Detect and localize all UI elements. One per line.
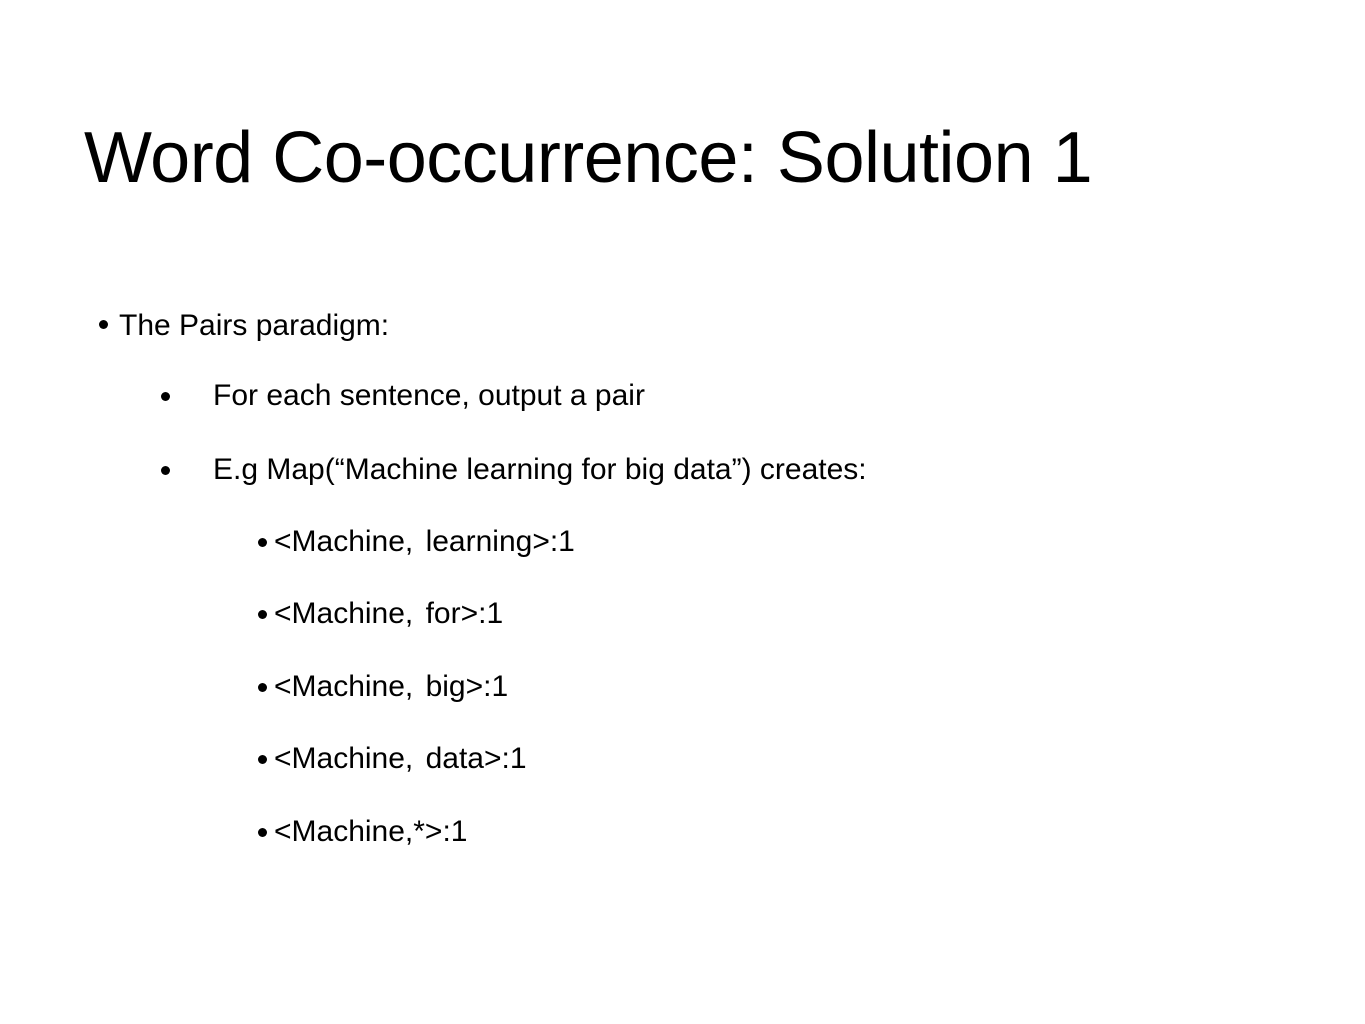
bullet-text: The Pairs paradigm:	[119, 309, 390, 342]
bullet-dot-icon	[258, 755, 267, 764]
bullet-pair-for	[258, 596, 858, 632]
bullet-pair-big	[258, 669, 858, 705]
bullet-text: <Machine, data>:1	[274, 742, 527, 775]
slide-title: Word Co-occurrence: Solution 1	[84, 118, 1093, 198]
bullet-pairs-paradigm	[99, 308, 699, 344]
bullet-text: <Machine,*>:1	[274, 815, 468, 848]
bullet-dot-icon	[258, 683, 267, 692]
bullet-text: <Machine, learning>:1	[274, 525, 575, 558]
bullet-dot-icon	[258, 538, 267, 547]
bullet-dot-icon	[258, 828, 267, 837]
bullet-text: <Machine, big>:1	[274, 670, 509, 703]
bullet-dot-icon	[99, 320, 108, 329]
bullet-output-pair	[161, 378, 961, 414]
bullet-text: <Machine, for>:1	[274, 597, 504, 630]
bullet-dot-icon	[258, 610, 267, 619]
bullet-pair-learning	[258, 524, 858, 560]
bullet-pair-star	[258, 814, 858, 850]
bullet-map-example	[161, 452, 1161, 488]
bullet-text: E.g Map(“Machine learning for big data”) creates:	[213, 453, 867, 486]
bullet-dot-icon	[161, 466, 170, 475]
bullet-text: For each sentence, output a pair	[213, 379, 645, 412]
bullet-dot-icon	[161, 392, 170, 401]
bullet-pair-data	[258, 741, 858, 777]
